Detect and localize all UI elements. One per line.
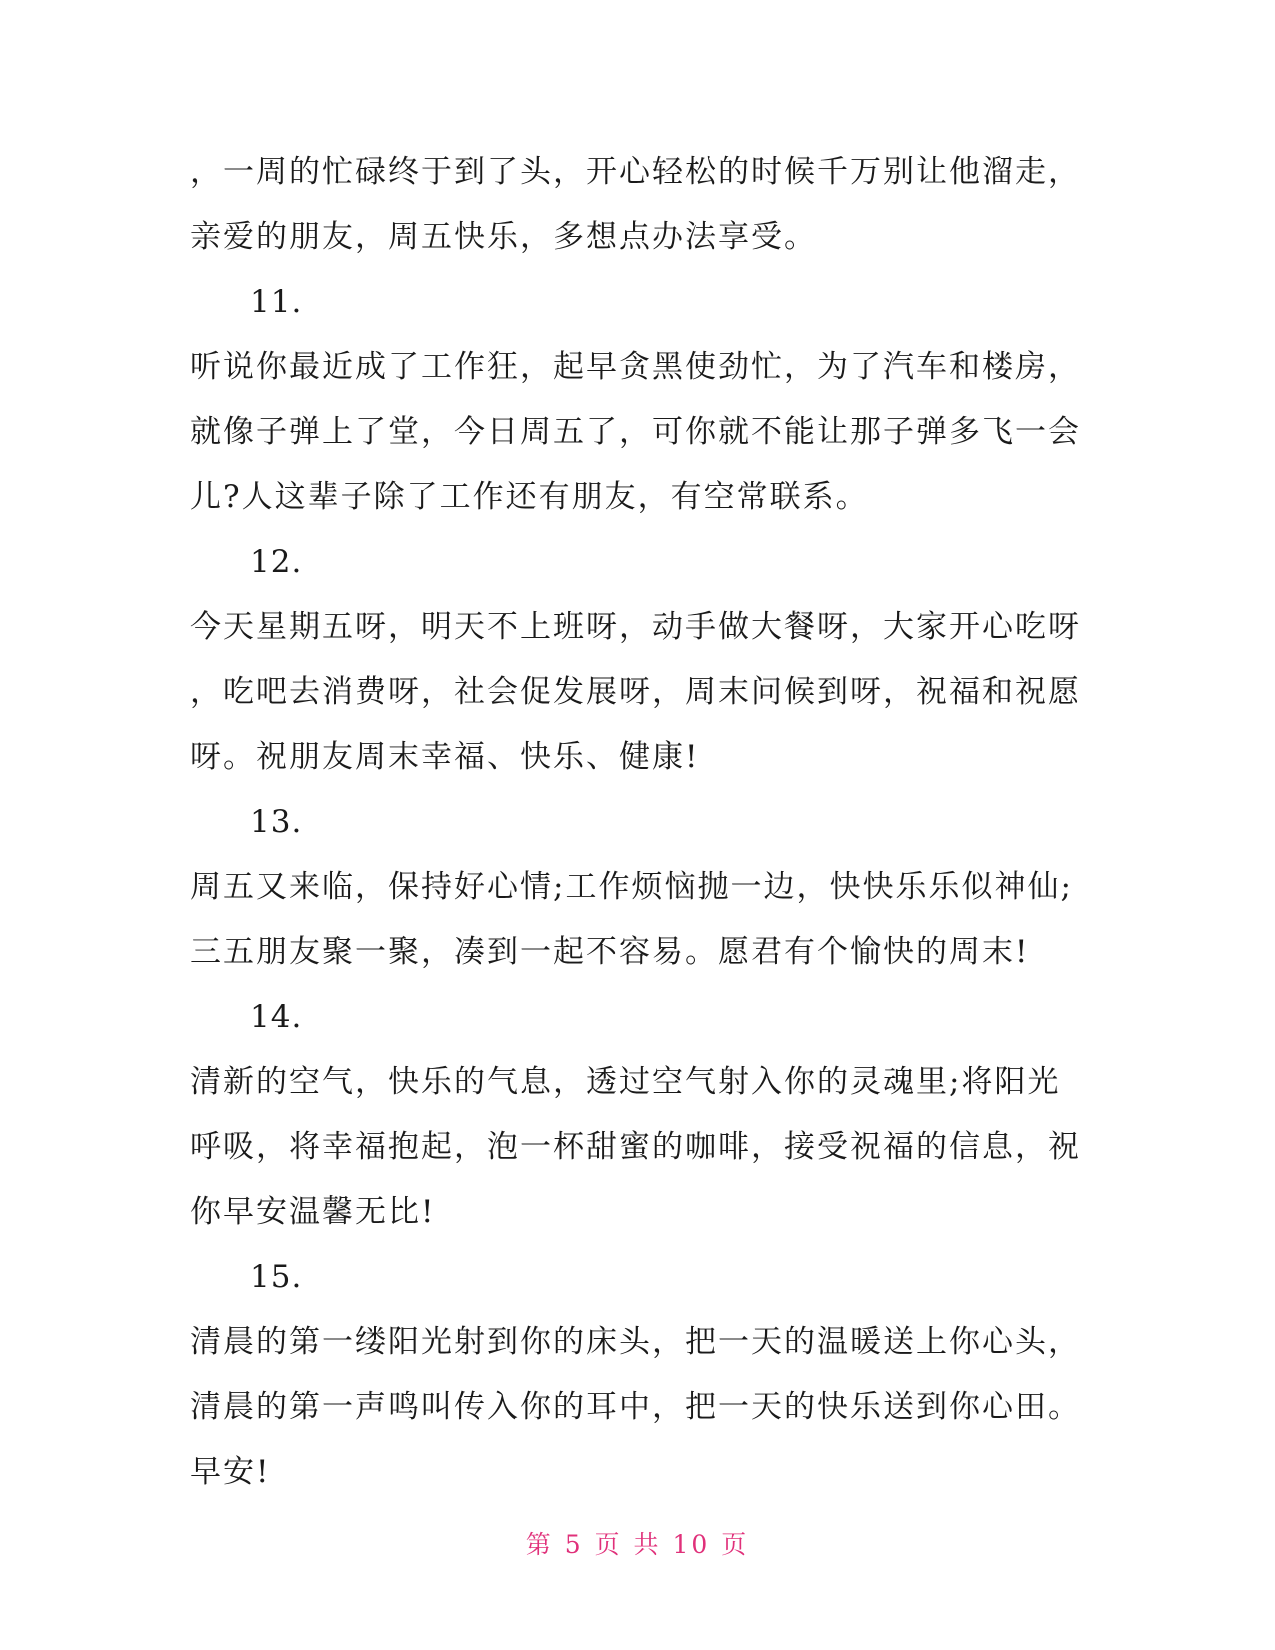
paragraph-line: 清晨的第一声鸣叫传入你的耳中，把一天的快乐送到你心田。 [190,1389,1081,1425]
item-number: 12. [250,544,303,580]
document-body [190,140,1090,1505]
item-number: 13. [250,804,303,840]
paragraph-line: 呀。祝朋友周末幸福、快乐、健康! [190,739,700,775]
paragraph-line: 三五朋友聚一聚，凑到一起不容易。愿君有个愉快的周末! [190,934,1030,970]
paragraph-line: 周五又来临，保持好心情;工作烦恼抛一边，快快乐乐似神仙; [190,869,1073,905]
paragraph-line: ，吃吧去消费呀，社会促发展呀，周末问候到呀，祝福和祝愿 [190,674,1081,710]
paragraph-line: 今天星期五呀，明天不上班呀，动手做大餐呀，大家开心吃呀 [190,609,1081,645]
page-footer: 第 5 页 共 10 页 [525,1530,750,1559]
paragraph-line: 呼吸，将幸福抱起，泡一杯甜蜜的咖啡，接受祝福的信息，祝 [190,1129,1081,1165]
item-number: 11. [250,284,303,320]
paragraph-line: 听说你最近成了工作狂，起早贪黑使劲忙，为了汽车和楼房， [190,349,1081,385]
paragraph-line: 你早安温馨无比! [190,1194,436,1230]
paragraph-line: 早安! [190,1454,271,1490]
item-number: 15. [250,1259,303,1295]
paragraph-line: 亲爱的朋友，周五快乐，多想点办法享受。 [190,219,817,255]
paragraph-line: 清晨的第一缕阳光射到你的床头，把一天的温暖送上你心头， [190,1324,1081,1360]
item-number: 14. [250,999,303,1035]
paragraph-line: 清新的空气，快乐的气息，透过空气射入你的灵魂里;将阳光 [190,1064,1061,1100]
paragraph-line: 就像子弹上了堂，今日周五了，可你就不能让那子弹多飞一会 [190,414,1081,450]
paragraph-line: 儿?人这辈子除了工作还有朋友，有空常联系。 [190,479,869,515]
paragraph-line: ，一周的忙碌终于到了头，开心轻松的时候千万别让他溜走， [190,154,1081,190]
